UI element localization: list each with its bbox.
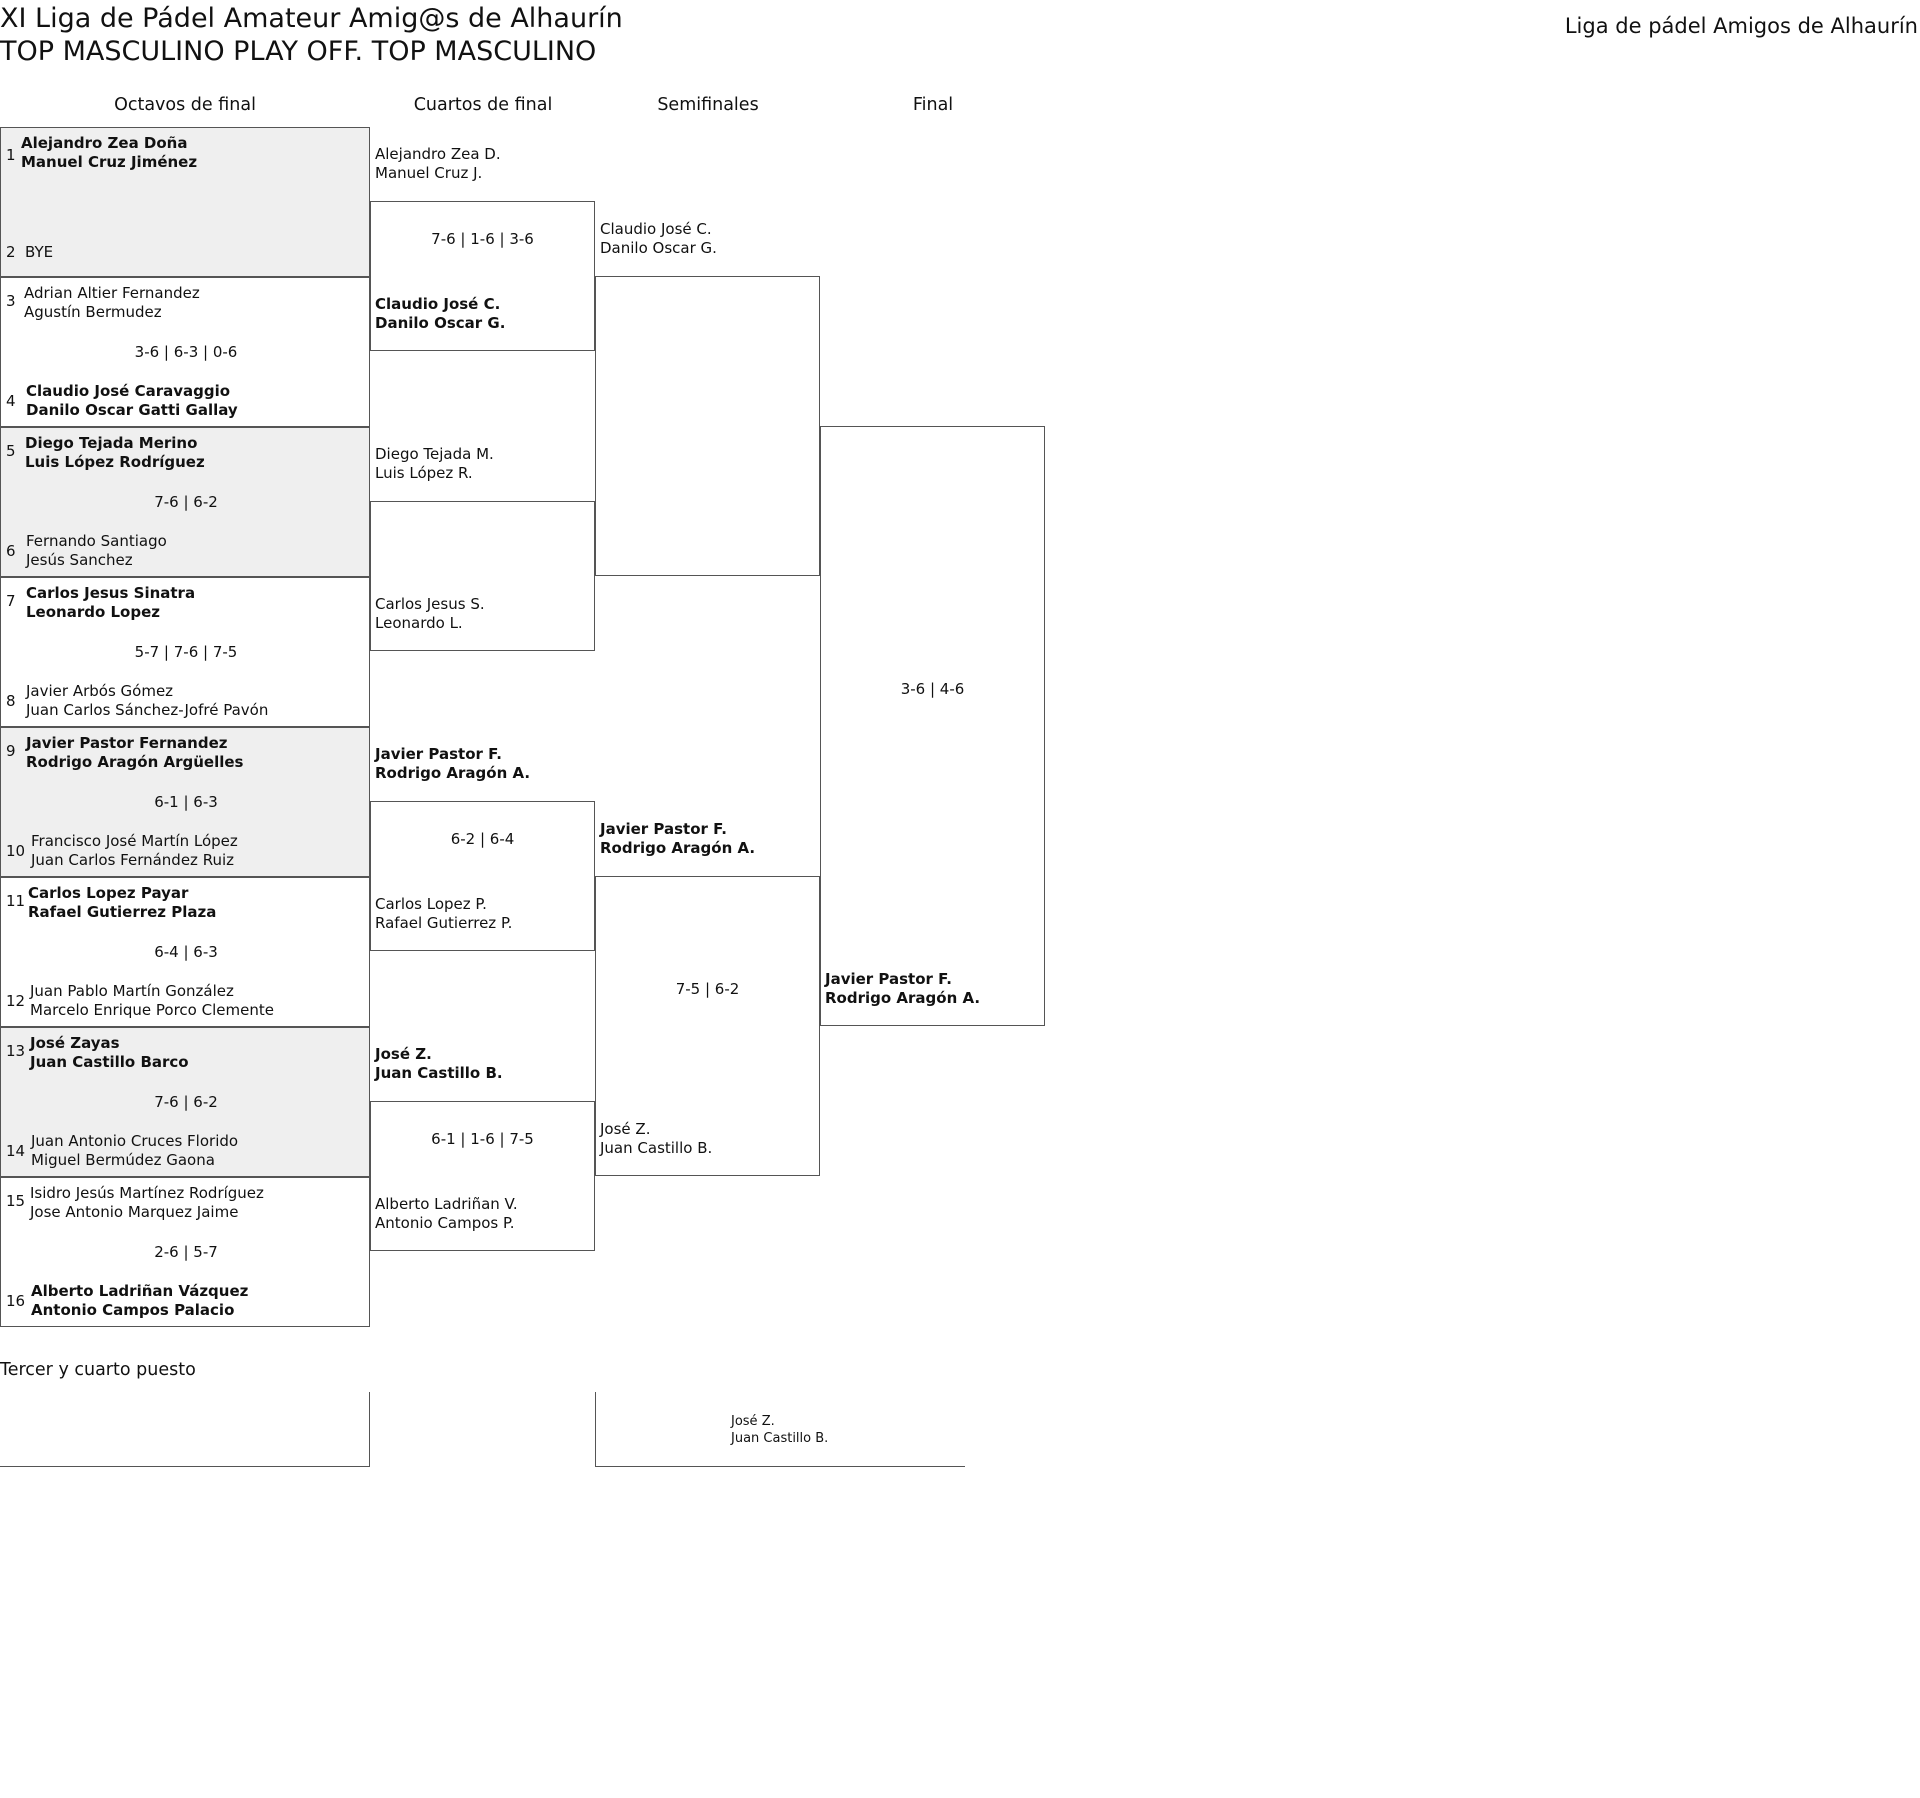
- third-place-line: [0, 1466, 370, 1467]
- player-name: Carlos Jesus Sinatra: [26, 584, 196, 602]
- organizer-name: Liga de pádel Amigos de Alhaurín: [1564, 14, 1918, 38]
- page-subtitle: TOP MASCULINO PLAY OFF. TOP MASCULINO: [0, 36, 597, 67]
- r16-match-box: [0, 1177, 370, 1327]
- seed-number: 14: [6, 1142, 26, 1160]
- match-score: 6-4 | 6-3: [154, 943, 218, 961]
- qf-team: [375, 595, 485, 633]
- player-name: Francisco José Martín López: [31, 832, 238, 850]
- player-name: Claudio José C.: [375, 295, 501, 313]
- player-name: Juan Castillo B.: [731, 1431, 829, 1446]
- r16-match-box: [0, 877, 370, 1027]
- match-score: 7-6 | 6-2: [154, 1093, 218, 1111]
- qf-team: [375, 1195, 518, 1233]
- team-bottom: [25, 243, 53, 262]
- player-name: Javier Pastor F.: [600, 820, 727, 838]
- final-match-box: [820, 426, 1045, 1026]
- team-bottom: [31, 1282, 248, 1320]
- player-name: Juan Carlos Sánchez-Jofré Pavón: [26, 701, 269, 719]
- team-top: [26, 584, 195, 622]
- player-name: Marcelo Enrique Porco Clemente: [30, 1001, 274, 1019]
- round-header-final: Final: [912, 95, 954, 115]
- player-name: Juan Antonio Cruces Florido: [31, 1132, 239, 1150]
- page-title: XI Liga de Pádel Amateur Amig@s de Alhaurín: [0, 3, 623, 34]
- player-name: Diego Tejada Merino: [25, 434, 198, 452]
- team-bottom: [31, 1132, 238, 1170]
- player-name: Jose Antonio Marquez Jaime: [30, 1203, 239, 1221]
- player-name: Agustín Bermudez: [24, 303, 162, 321]
- player-name: Luis López Rodríguez: [25, 453, 205, 471]
- player-name: Carlos Jesus S.: [375, 595, 485, 613]
- seed-number: 6: [6, 542, 16, 560]
- seed-number: 12: [6, 992, 26, 1010]
- player-name: Adrian Altier Fernandez: [24, 284, 200, 302]
- player-name: Carlos Lopez P.: [375, 895, 487, 913]
- player-name: Manuel Cruz Jiménez: [21, 153, 198, 171]
- seed-number: 5: [6, 442, 16, 460]
- team-bottom: [31, 832, 238, 870]
- player-name: Rodrigo Aragón A.: [600, 839, 756, 857]
- round-header-qf: Cuartos de final: [413, 95, 553, 115]
- team-top: [25, 434, 205, 472]
- seed-number: 3: [6, 292, 16, 310]
- player-name: Alejandro Zea D.: [375, 145, 501, 163]
- r16-match-box: [0, 727, 370, 877]
- team-top: [28, 884, 216, 922]
- player-name: Juan Castillo B.: [600, 1139, 713, 1157]
- match-score: 2-6 | 5-7: [154, 1243, 218, 1261]
- player-name: Juan Castillo Barco: [30, 1053, 189, 1071]
- seed-number: 15: [6, 1192, 26, 1210]
- player-name: Javier Arbós Gómez: [26, 682, 174, 700]
- third-place-line: [595, 1466, 965, 1467]
- final-score: 3-6 | 4-6: [900, 680, 965, 698]
- team-top: [21, 134, 197, 172]
- qf-team: [375, 445, 494, 483]
- seed-number: 10: [6, 842, 26, 860]
- team-bottom: [26, 382, 238, 420]
- player-name: Claudio José C.: [600, 220, 712, 238]
- player-name: Manuel Cruz J.: [375, 164, 483, 182]
- player-name: Diego Tejada M.: [375, 445, 494, 463]
- team-bottom: [26, 682, 268, 720]
- r16-match-box: [0, 277, 370, 427]
- match-score: 3-6 | 6-3 | 0-6: [134, 343, 238, 361]
- team-top: [24, 284, 200, 322]
- player-name: Leonardo Lopez: [26, 603, 161, 621]
- player-name: Alberto Ladriñan V.: [375, 1195, 518, 1213]
- qf-team: [375, 145, 501, 183]
- player-name: Rodrigo Aragón Argüelles: [26, 753, 244, 771]
- qf-team: [375, 745, 530, 783]
- match-score: 6-1 | 1-6 | 7-5: [431, 1130, 534, 1148]
- player-name: José Z.: [375, 1045, 432, 1063]
- qf-team: [375, 1045, 503, 1083]
- match-score: 7-6 | 6-2: [154, 493, 218, 511]
- player-name: Danilo Oscar G.: [600, 239, 717, 257]
- player-name: Isidro Jesús Martínez Rodríguez: [30, 1184, 264, 1202]
- match-score: 6-1 | 6-3: [154, 793, 218, 811]
- player-name: José Z.: [731, 1414, 775, 1429]
- seed-number: 4: [6, 392, 16, 410]
- player-name: Juan Pablo Martín González: [30, 982, 234, 1000]
- player-name: Alejandro Zea Doña: [21, 134, 188, 152]
- player-name: Rafael Gutierrez P.: [375, 914, 513, 932]
- team-top: [30, 1184, 264, 1222]
- player-name: Rafael Gutierrez Plaza: [28, 903, 217, 921]
- sf-team: [600, 1120, 712, 1158]
- player-name: Rodrigo Aragón A.: [825, 989, 981, 1007]
- seed-number: 7: [6, 592, 16, 610]
- r16-match-box: [0, 1027, 370, 1177]
- seed-number: 9: [6, 742, 16, 760]
- player-name: Alberto Ladriñan Vázquez: [31, 1282, 249, 1300]
- seed-number: 2: [6, 243, 16, 261]
- player-name: Luis López R.: [375, 464, 473, 482]
- r16-match-box: [0, 577, 370, 727]
- seed-number: 16: [6, 1292, 26, 1310]
- player-name: Carlos Lopez Payar: [28, 884, 189, 902]
- sf-team: [600, 820, 755, 858]
- player-name: Javier Pastor F.: [825, 970, 952, 988]
- third-place-winner: [731, 1413, 828, 1447]
- round-header-r16: Octavos de final: [114, 95, 256, 115]
- seed-number: 11: [6, 892, 26, 910]
- r16-match-box: [0, 427, 370, 577]
- match-score: 6-2 | 6-4: [450, 830, 515, 848]
- player-name: BYE: [25, 243, 54, 261]
- player-name: Danilo Oscar G.: [375, 314, 506, 332]
- player-name: Antonio Campos P.: [375, 1214, 515, 1232]
- final-team: [825, 970, 980, 1008]
- match-score: 5-7 | 7-6 | 7-5: [134, 643, 238, 661]
- player-name: José Zayas: [30, 1034, 120, 1052]
- team-bottom: [26, 532, 167, 570]
- match-score: 7-6 | 1-6 | 3-6: [431, 230, 534, 248]
- seed-number: 13: [6, 1042, 26, 1060]
- player-name: Javier Pastor F.: [375, 745, 502, 763]
- player-name: Juan Carlos Fernández Ruiz: [31, 851, 234, 869]
- player-name: Danilo Oscar Gatti Gallay: [26, 401, 238, 419]
- match-score: 7-5 | 6-2: [675, 980, 740, 998]
- team-top: [26, 734, 243, 772]
- r16-match-box: [0, 127, 370, 277]
- qf-team: [375, 295, 505, 333]
- team-bottom: [30, 982, 274, 1020]
- player-name: Juan Castillo B.: [375, 1064, 503, 1082]
- sf-match-box: [595, 276, 820, 576]
- player-name: Antonio Campos Palacio: [31, 1301, 235, 1319]
- seed-number: 8: [6, 692, 16, 710]
- player-name: Javier Pastor Fernandez: [26, 734, 228, 752]
- third-place-line: [595, 1392, 596, 1467]
- qf-team: [375, 895, 512, 933]
- player-name: José Z.: [600, 1120, 651, 1138]
- player-name: Leonardo L.: [375, 614, 463, 632]
- player-name: Rodrigo Aragón A.: [375, 764, 531, 782]
- player-name: Claudio José Caravaggio: [26, 382, 231, 400]
- sf-team: [600, 220, 717, 258]
- player-name: Jesús Sanchez: [26, 551, 133, 569]
- seed-number: 1: [6, 146, 16, 164]
- player-name: Fernando Santiago: [26, 532, 167, 550]
- player-name: Miguel Bermúdez Gaona: [31, 1151, 215, 1169]
- team-top: [30, 1034, 189, 1072]
- third-place-label: Tercer y cuarto puesto: [0, 1360, 196, 1380]
- third-place-line: [369, 1392, 370, 1467]
- round-header-sf: Semifinales: [657, 95, 759, 115]
